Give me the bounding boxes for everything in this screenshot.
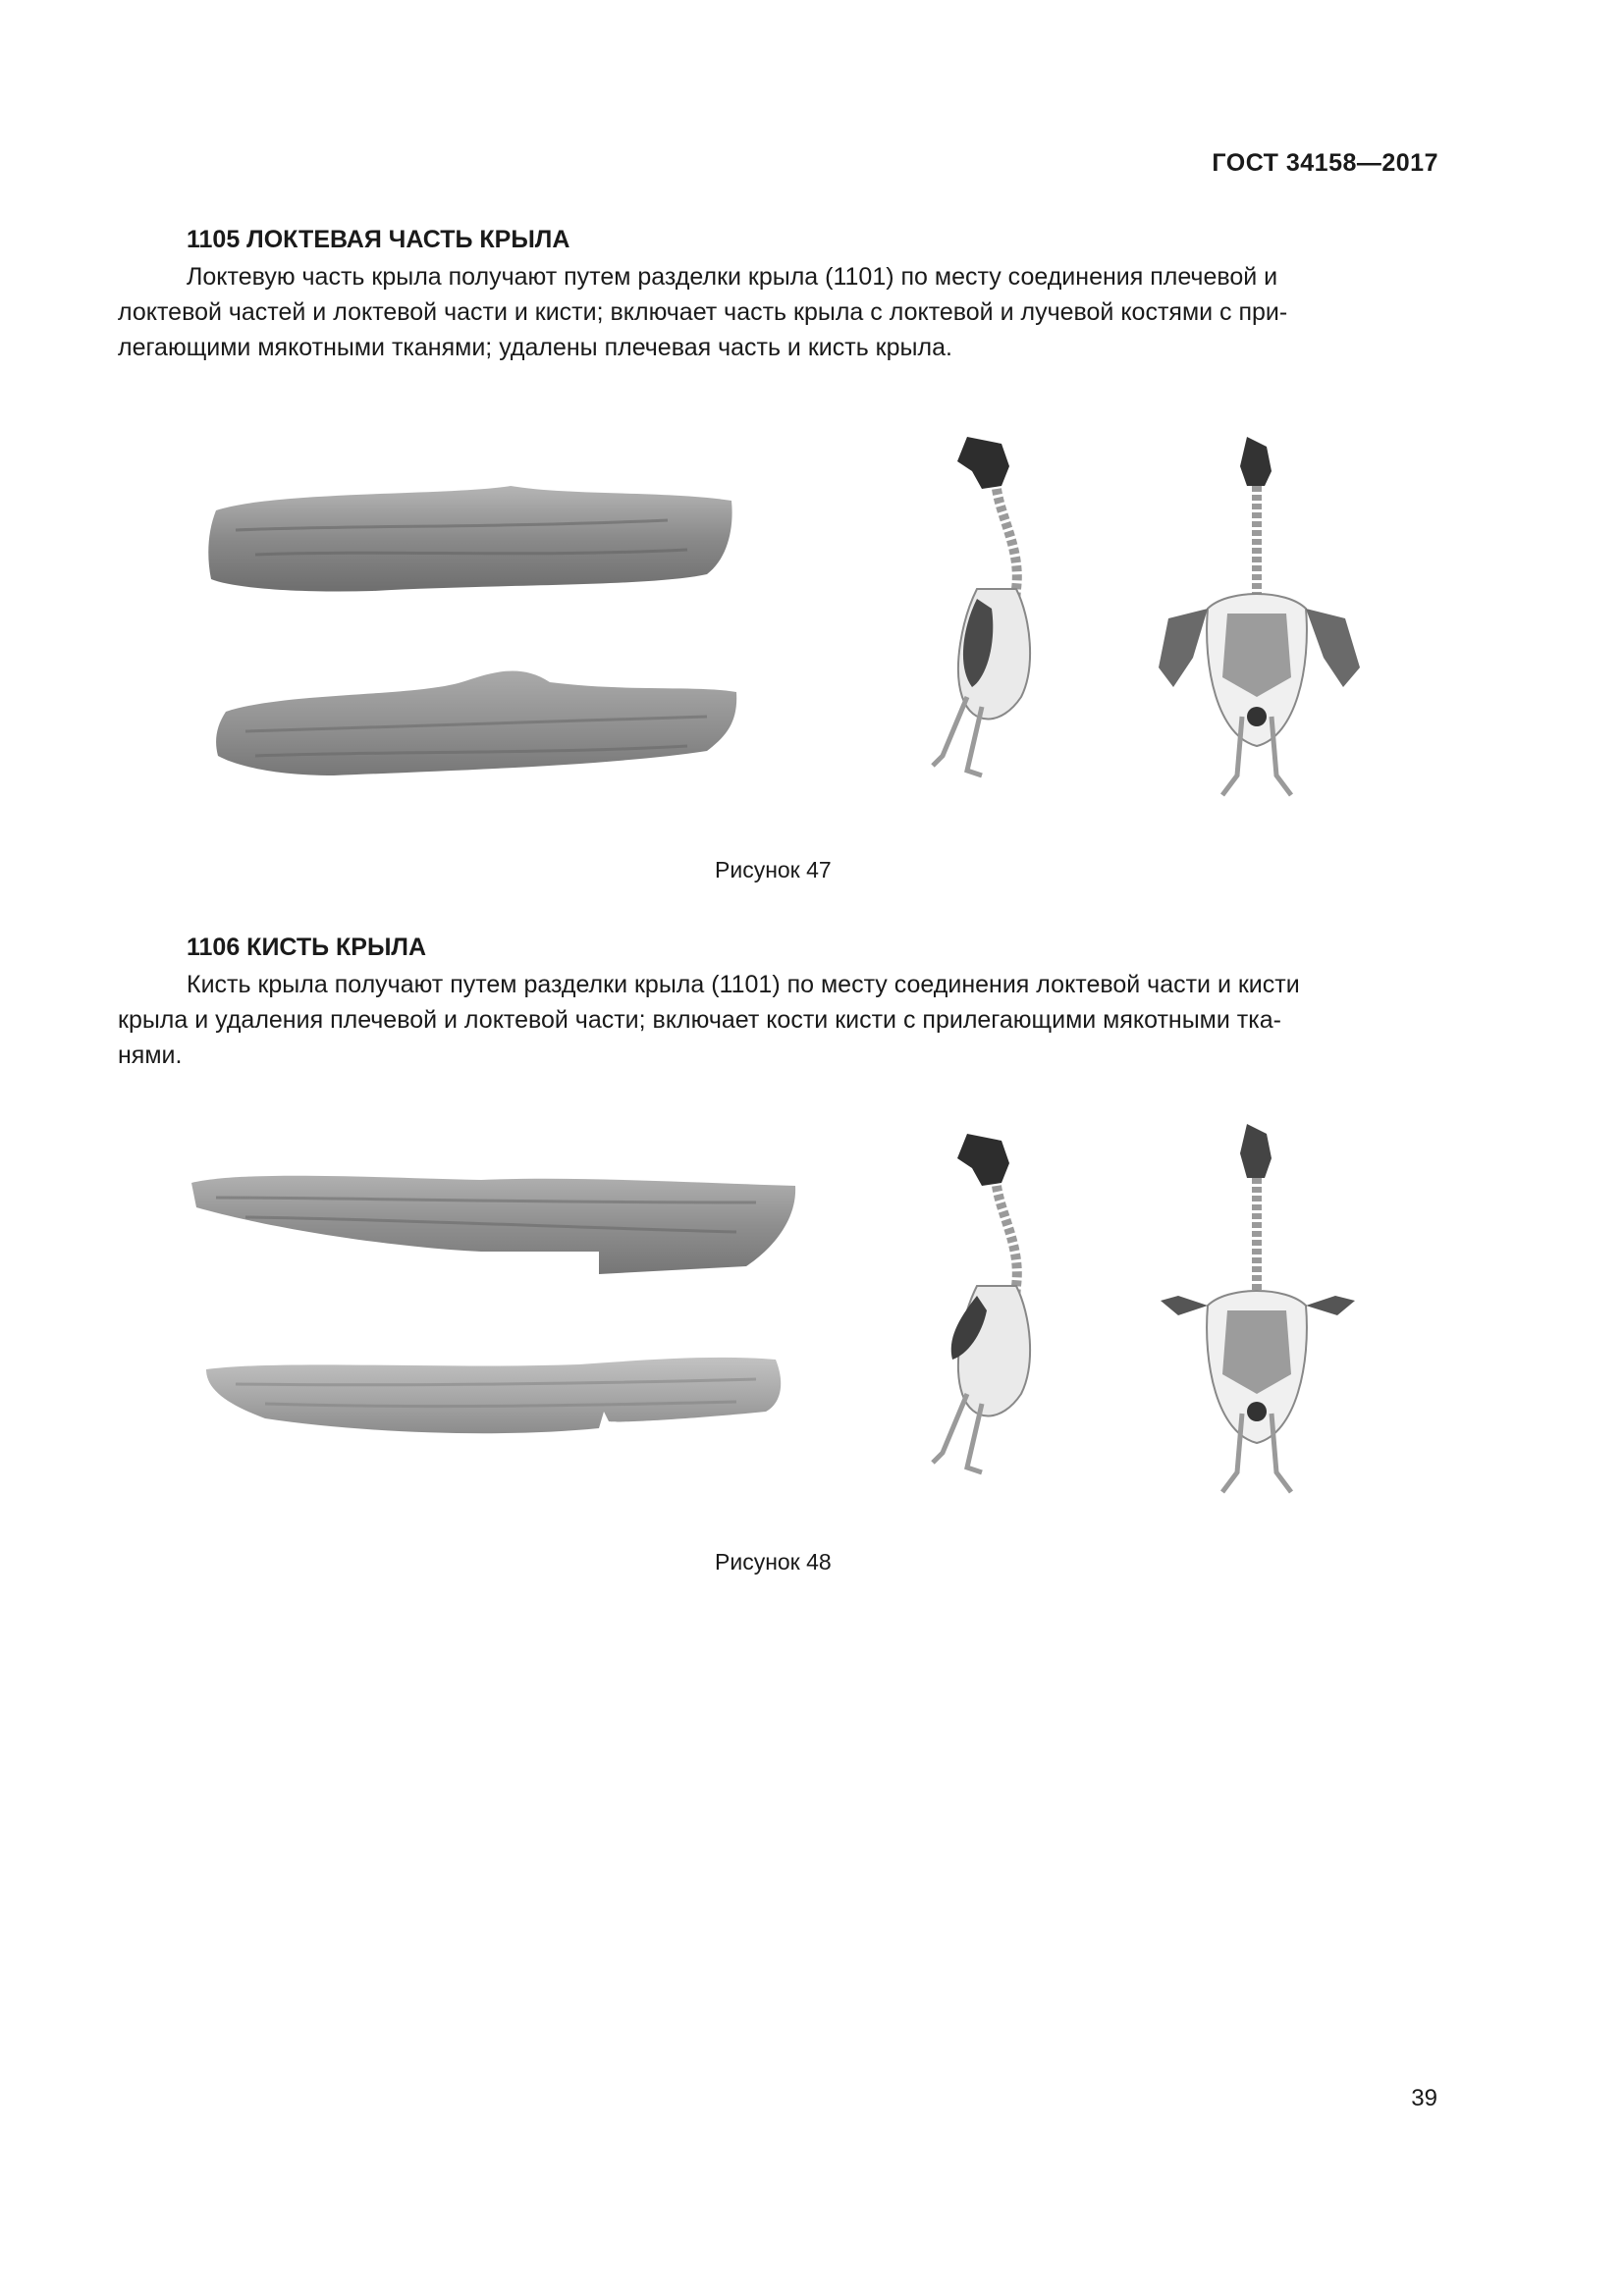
paragraph-line: легающими мякотными тканями; удалены плечевая часть и кисть крыла. bbox=[118, 334, 952, 361]
figure-47-meat-photo bbox=[196, 471, 746, 834]
bird-wing-right-highlight bbox=[1306, 609, 1360, 687]
bird-wing-left-highlight bbox=[1161, 1296, 1208, 1315]
paragraph-line: крыла и удаления плечевой и локтевой части; включает кости кисти с прилегающими мякотными тка- bbox=[118, 1006, 1281, 1034]
paragraph-line: Кисть крыла получают путем разделки крыла (1101) по месту соединения локтевой части и кисти bbox=[187, 971, 1300, 998]
bird-head-highlight bbox=[1240, 437, 1272, 486]
document-code: ГОСТ 34158—2017 bbox=[1212, 149, 1438, 177]
section-text-1105 bbox=[118, 259, 1439, 365]
meat-piece-lower bbox=[206, 1358, 781, 1433]
figure-48-caption: Рисунок 48 bbox=[715, 1549, 832, 1575]
figure-47-caption: Рисунок 47 bbox=[715, 857, 832, 882]
figure-48-meat-photo bbox=[187, 1158, 815, 1492]
bird-head-highlight bbox=[1240, 1124, 1272, 1178]
meat-piece-upper bbox=[208, 486, 731, 592]
paragraph-line: локтевой частей и локтевой части и кисти; включает часть крыла с локтевой и лучевой костями с при- bbox=[118, 298, 1288, 326]
figure-48-bird-front-diagram bbox=[1149, 1119, 1375, 1502]
figure-48-bird-side-diagram bbox=[923, 1129, 1060, 1482]
paragraph-line: нями. bbox=[118, 1041, 183, 1069]
section-text-1106 bbox=[118, 967, 1439, 1073]
bird-wing-right-highlight bbox=[1306, 1296, 1355, 1315]
bird-body-outline bbox=[958, 1286, 1030, 1416]
figure-47-bird-side-diagram bbox=[923, 432, 1060, 785]
page-number: 39 bbox=[1411, 2085, 1437, 2111]
section-title-1105: 1105 ЛОКТЕВАЯ ЧАСТЬ КРЫЛА bbox=[187, 226, 570, 253]
bird-head-highlight bbox=[957, 437, 1009, 489]
figure-47-bird-front-diagram bbox=[1149, 432, 1375, 805]
paragraph-line: Локтевую часть крыла получают путем разделки крыла (1101) по месту соединения плечевой и bbox=[187, 263, 1278, 291]
bird-head-highlight bbox=[957, 1134, 1009, 1186]
section-title-1106: 1106 КИСТЬ КРЫЛА bbox=[187, 934, 427, 961]
bird-wing-left-highlight bbox=[1159, 609, 1208, 687]
